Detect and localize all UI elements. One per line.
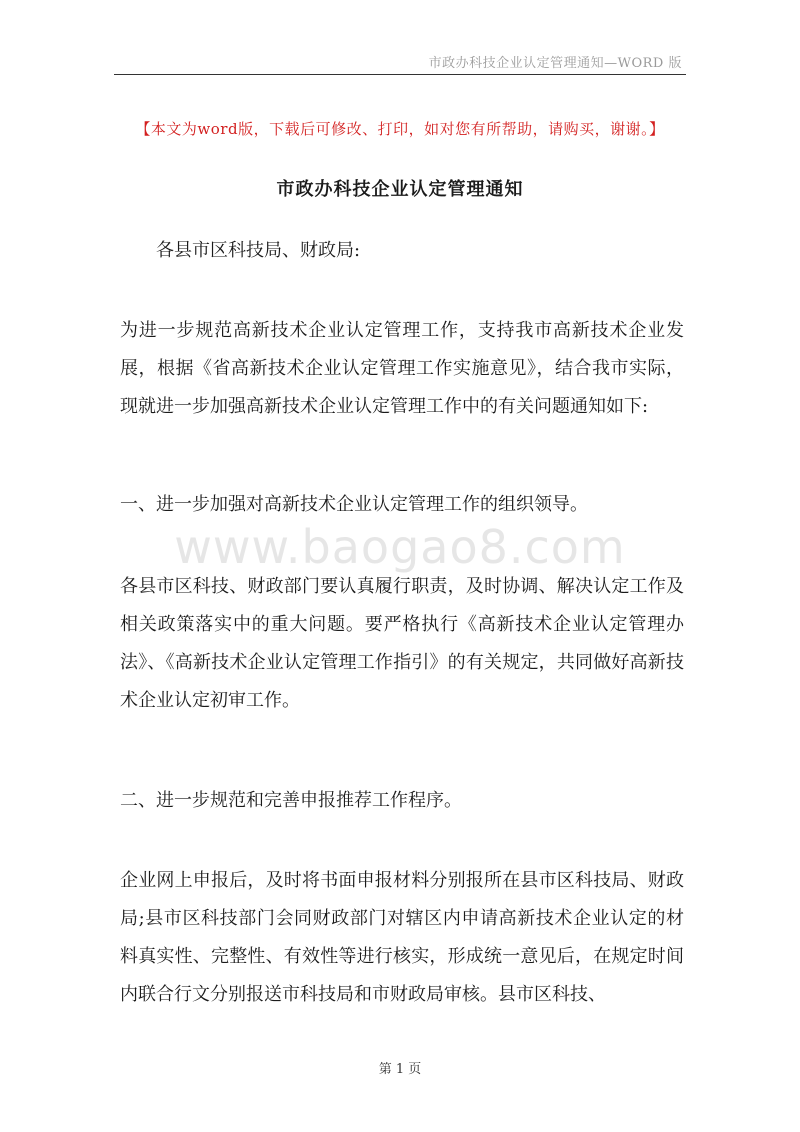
salutation: 各县市区科技局、财政局: xyxy=(156,240,361,261)
paragraph-intro: 为进一步规范高新技术企业认定管理工作，支持我市高新技术企业发展，根据《省高新技术企业认定管理工作实施意见》，结合我市实际，现就进一步加强高新技术企业认定管理工作中的有关问题通知如下: xyxy=(120,320,684,417)
header-divider xyxy=(114,74,686,75)
paragraph-section-2: 企业网上申报后，及时将书面申报材料分别报所在县市区科技局、财政局;县市区科技部门会同财政部门对辖区内申请高新技术企业认定的材料真实性、完整性、有效性等进行核实，形成统一意见后，在规定时间内联合行文分别报送市科技局和市财政局审核。县市区科技、 xyxy=(120,870,684,1005)
section-heading-2: 二、进一步规范和完善申报推荐工作程序。 xyxy=(120,790,462,811)
download-notice: 【本文为word版，下载后可修改、打印，如对您有所帮助，请购买，谢谢。】 xyxy=(135,120,665,138)
document-title: 市政办科技企业认定管理通知 xyxy=(276,179,524,200)
paragraph-section-1: 各县市区科技、财政部门要认真履行职责，及时协调、解决认定工作及相关政策落实中的重大问题。要严格执行《高新技术企业认定管理办法》、《高新技术企业认定管理工作指引》的有关规定，共同做好高新技术企业认定初审工作。 xyxy=(120,576,684,711)
watermark: www.baogao8.com xyxy=(174,520,626,574)
page-number: 第 1 页 xyxy=(378,1062,422,1077)
section-heading-1: 一、进一步加强对高新技术企业认定管理工作的组织领导。 xyxy=(120,494,588,515)
running-header: 市政办科技企业认定管理通知—WORD 版 xyxy=(428,56,682,71)
